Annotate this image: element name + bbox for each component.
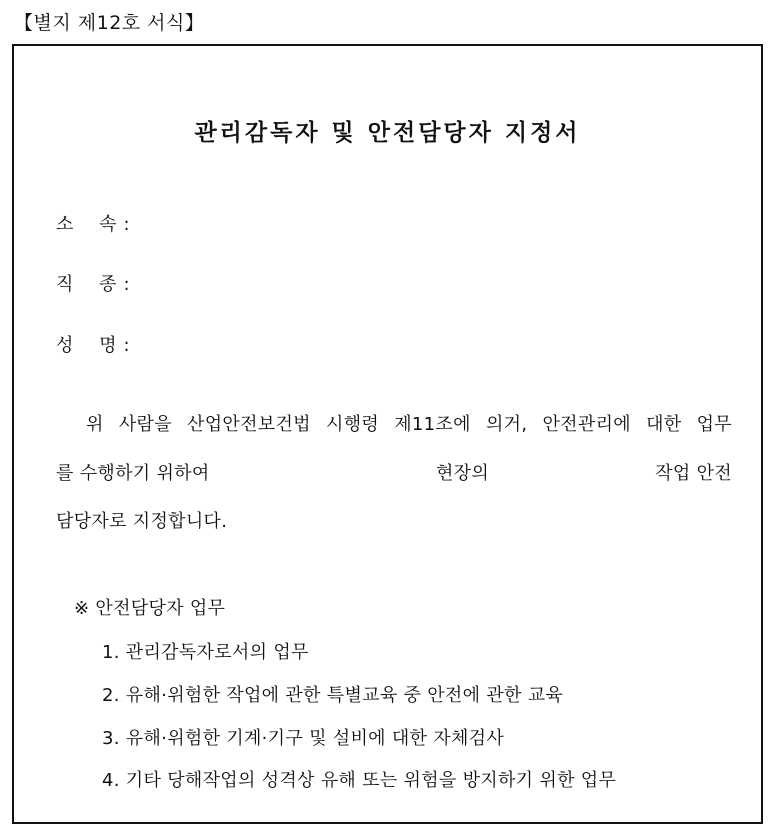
duties-heading: ※ 안전담당자 업무 <box>74 598 226 619</box>
field-affiliation-colon: : <box>123 214 131 235</box>
document-frame <box>12 44 763 824</box>
form-number-label: 【별지 제12호 서식】 <box>14 12 205 34</box>
field-name-colon: : <box>123 335 131 356</box>
duty-item: 3. 유해·위험한 기계·기구 및 설비에 대한 자체검사 <box>102 728 505 749</box>
document-title: 관리감독자 및 안전담당자 지정서 <box>194 120 581 146</box>
field-affiliation <box>56 210 131 236</box>
body-line-2-start: 를 수행하기 위하여 <box>56 463 210 484</box>
duty-item: 2. 유해·위험한 작업에 관한 특별교육 중 안전에 관한 교육 <box>102 685 564 706</box>
field-job-type-label: 직 종 <box>56 274 118 295</box>
body-line-1: 위 사람을 산업안전보건법 시행령 제11조에 의거, 안전관리에 대한 업무 <box>86 414 732 435</box>
duty-item: 1. 관리감독자로서의 업무 <box>102 642 309 663</box>
body-line-2 <box>56 459 732 485</box>
field-job-type <box>56 270 131 296</box>
field-name <box>56 331 131 357</box>
field-job-type-colon: : <box>123 274 131 295</box>
body-line-3: 담당자로 지정합니다. <box>56 511 228 532</box>
field-name-label: 성 명 <box>56 335 118 356</box>
field-affiliation-label: 소 속 <box>56 214 118 235</box>
body-line-2-end: 작업 안전 <box>655 463 732 484</box>
body-line-2-site: 현장의 <box>436 463 490 484</box>
duty-item: 4. 기타 당해작업의 성격상 유해 또는 위험을 방지하기 위한 업무 <box>102 770 617 791</box>
